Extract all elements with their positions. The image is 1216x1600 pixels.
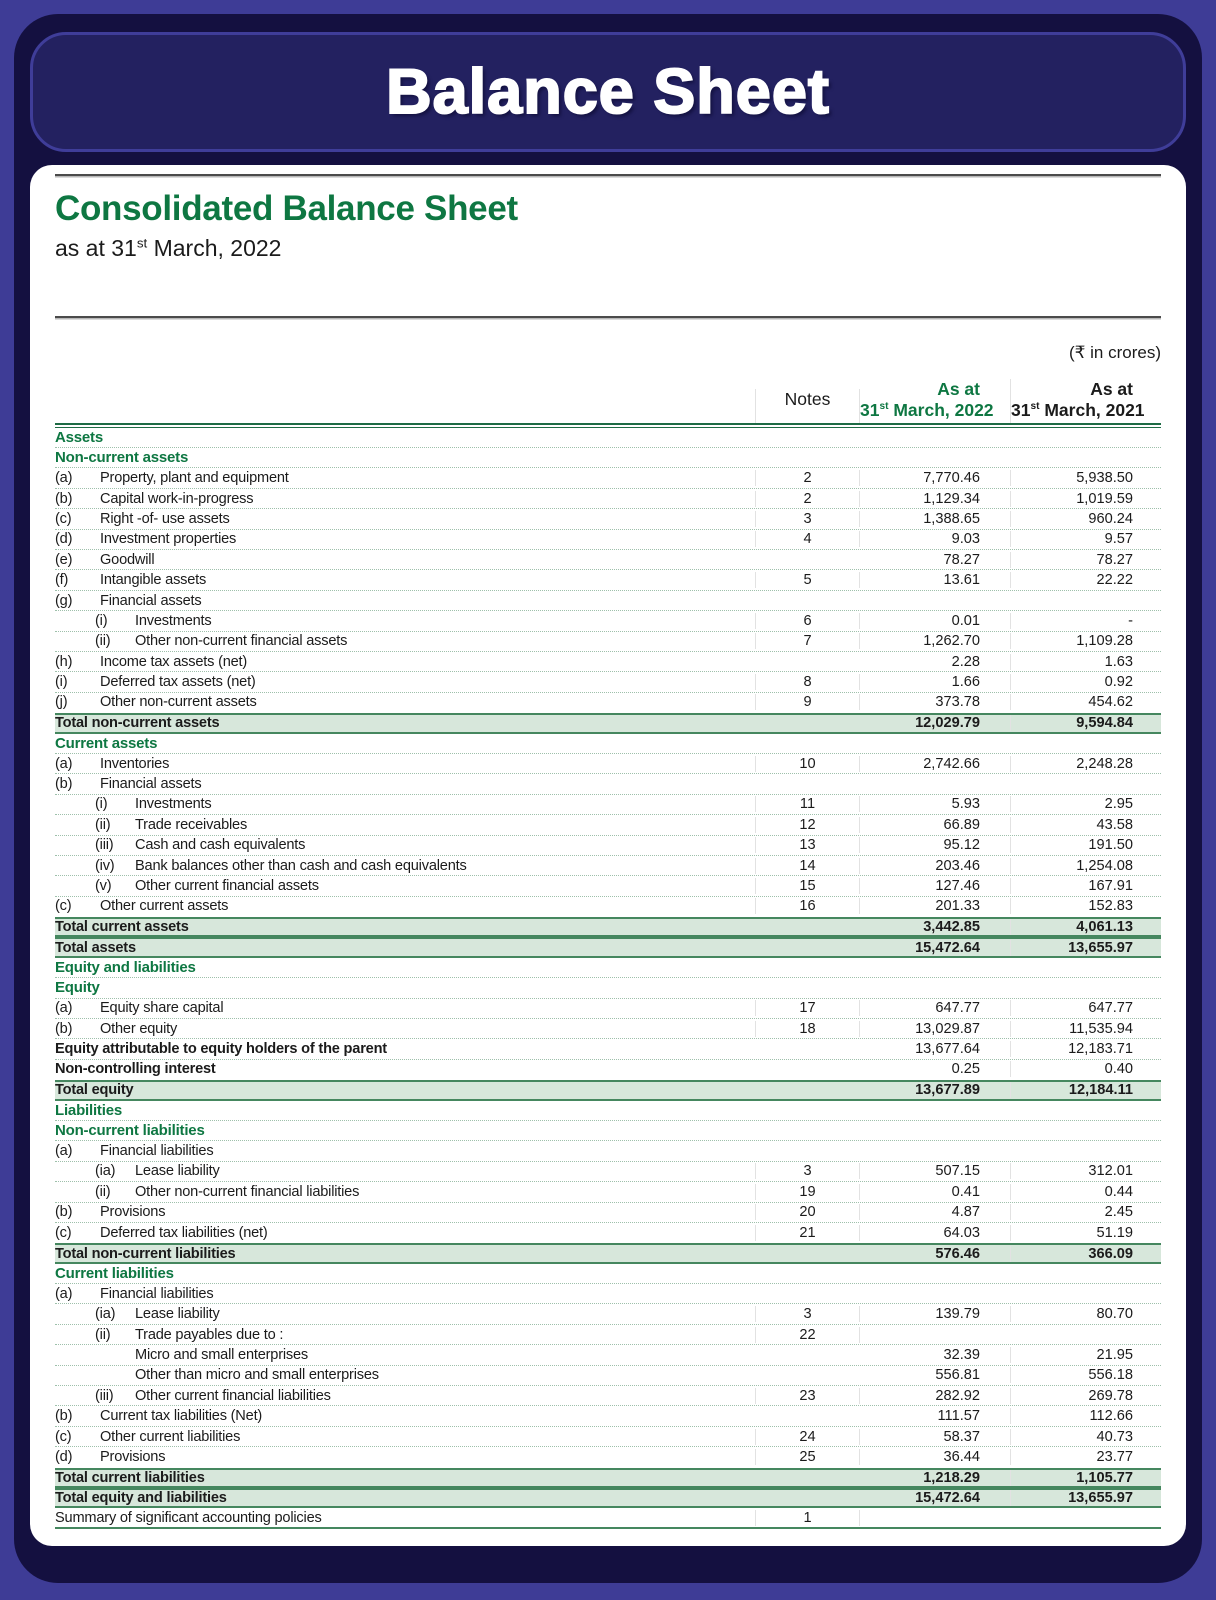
row-value-2022: 15,472.64 [915,939,980,956]
row-note: 9 [755,694,860,710]
section-row [55,1264,1161,1284]
row-label: Right -of- use assets [100,510,230,527]
row-value-2021: 9,594.84 [1010,715,1161,731]
row-marker: (a) [55,470,73,487]
row-note: 3 [755,1306,860,1322]
table-rows [55,428,1161,1529]
row-marker: (b) [55,1204,73,1221]
row-label: Bank balances other than cash and cash equivalents [135,857,467,874]
row-label: Total current liabilities [55,1469,205,1486]
row-note: 18 [755,1021,860,1037]
row-label: Property, plant and equipment [100,470,289,487]
row-label: Financial assets [100,592,202,609]
row-value-2022: 13,677.89 [915,1082,980,1099]
row-value-2021: 23.77 [1010,1449,1161,1465]
row-label: Equity [55,979,100,997]
row-value-2021: 2.45 [1010,1204,1161,1220]
row-note: 11 [755,796,860,812]
row-value-2021: 556.18 [1010,1367,1161,1383]
section-row [55,734,1161,754]
row-value-2022: 58.37 [943,1428,980,1445]
row-value-2022: 9.03 [951,531,980,548]
row-label: Capital work-in-progress [100,490,254,507]
row-value-2022: 0.41 [951,1183,980,1200]
row-label: Financial assets [100,776,202,793]
table-row [55,917,1161,937]
row-value-2022: 95.12 [943,837,980,854]
row-value-2021: 1,254.08 [1010,858,1161,874]
row-value-2021: 960.24 [1010,511,1161,527]
row-label: Financial liabilities [100,1143,214,1160]
row-value-2021: 1,019.59 [1010,491,1161,507]
row-value-2022: 2.28 [951,653,980,670]
row-value-2022: 7,770.46 [923,470,980,487]
doc-subtitle [55,235,1161,261]
table-row [55,1182,1161,1202]
table-row [55,1141,1161,1161]
table-row [55,1060,1161,1080]
row-marker: (i) [95,796,108,813]
row-value-2022: 64.03 [943,1224,980,1241]
row-value-2021: 1,109.28 [1010,633,1161,649]
row-note: 23 [755,1388,860,1404]
row-value-2021: 21.95 [1010,1347,1161,1363]
table-row [55,1304,1161,1324]
row-note: 7 [755,633,860,649]
row-value-2021: 80.70 [1010,1306,1161,1322]
row-marker: (d) [55,531,73,548]
row-label: Equity share capital [100,1000,224,1017]
row-value-2021: 11,535.94 [1010,1021,1161,1037]
row-label: Total non-current assets [55,715,220,732]
col-header-2021 [1010,379,1161,423]
table-row [55,897,1161,917]
date-label-2022: 31st March, 2022 [860,399,994,420]
units-note: (₹ in crores) [1068,342,1161,362]
section-row [55,428,1161,448]
content-card [30,165,1186,1546]
table-row [55,1223,1161,1243]
row-label: Other current assets [100,898,229,915]
as-at-label-2022: As at [937,378,980,399]
table-row [55,1508,1161,1528]
row-value-2022: 4.87 [951,1204,980,1221]
doc-title: Consolidated Balance Sheet [55,189,518,228]
row-value-2022: 12,029.79 [915,715,980,732]
table-row [55,1039,1161,1059]
row-marker: (ii) [95,633,111,650]
row-marker: (a) [55,1000,73,1017]
row-note: 25 [755,1449,860,1465]
row-note: 2 [755,470,860,486]
col-header-spacer [55,365,755,423]
row-label: Inventories [100,755,170,772]
row-marker: (iv) [95,857,115,874]
row-marker: (h) [55,653,73,670]
table-row [55,1427,1161,1447]
row-marker: (j) [55,694,68,711]
row-label: Other than micro and small enterprises [135,1367,379,1384]
row-marker: (f) [55,572,69,589]
table-row [55,509,1161,529]
row-label: Intangible assets [100,572,207,589]
row-note: 13 [755,837,860,853]
table-row [55,1080,1161,1100]
row-value-2022: 36.44 [943,1448,980,1465]
row-value-2022: 15,472.64 [915,1490,980,1507]
table-row [55,856,1161,876]
row-note: 19 [755,1184,860,1200]
row-note: 6 [755,613,860,629]
row-note: 16 [755,898,860,914]
table-row [55,591,1161,611]
section-row [55,958,1161,978]
row-label: Other non-current assets [100,694,257,711]
row-note: 2 [755,491,860,507]
row-label: Current tax liabilities (Net) [100,1408,263,1425]
row-label: Non-controlling interest [55,1061,216,1078]
table-row [55,795,1161,815]
row-value-2022: 139.79 [935,1306,980,1323]
table-row [55,1366,1161,1386]
row-value-2021: 12,183.71 [1010,1041,1161,1057]
row-value-2021: - [1010,613,1161,629]
row-marker: (a) [55,755,73,772]
row-label: Other equity [100,1020,178,1037]
row-note: 3 [755,1163,860,1179]
row-value-2021: 269.78 [1010,1388,1161,1404]
col-header-2022 [860,379,1010,423]
row-label: Other non-current financial assets [135,633,348,650]
row-label: Current liabilities [55,1264,174,1282]
row-note: 4 [755,531,860,547]
row-value-2021: 647.77 [1010,1000,1161,1016]
row-value-2022: 373.78 [935,694,980,711]
table-row [55,999,1161,1019]
row-value-2022: 5.93 [951,796,980,813]
row-marker: (i) [55,674,68,691]
row-value-2022: 111.57 [937,1408,980,1425]
row-marker: (a) [55,1143,73,1160]
row-label: Other non-current financial liabilities [135,1183,360,1200]
row-value-2022: 1,262.70 [923,633,980,650]
row-label: Trade receivables [135,816,248,833]
row-value-2022: 1,388.65 [923,510,980,527]
row-value-2022: 201.33 [935,898,980,915]
row-label: Equity and liabilities [55,959,196,977]
row-value-2021: 2.95 [1010,796,1161,812]
table-row [55,1203,1161,1223]
row-value-2021: 78.27 [1010,552,1161,568]
row-value-2021: 1.63 [1010,654,1161,670]
row-note: 20 [755,1204,860,1220]
row-label: Other current financial liabilities [135,1387,331,1404]
row-note: 22 [755,1327,860,1343]
row-value-2022: 0.01 [951,612,980,629]
row-marker: (ia) [95,1163,116,1180]
row-note: 12 [755,817,860,833]
row-label: Income tax assets (net) [100,653,248,670]
table-row [55,1488,1161,1508]
section-row [55,448,1161,468]
table-row [55,652,1161,672]
row-label: Trade payables due to : [135,1326,284,1343]
row-value-2022: 203.46 [935,857,980,874]
table-row [55,672,1161,692]
row-label: Investments [135,612,212,629]
row-value-2021: 112.66 [1010,1408,1161,1424]
row-value-2021: 0.92 [1010,674,1161,690]
row-marker: (v) [95,877,112,894]
row-value-2021: 454.62 [1010,694,1161,710]
row-value-2022: 576.46 [935,1245,980,1262]
row-label: Other current liabilities [100,1428,241,1445]
row-note: 8 [755,674,860,690]
row-marker: (c) [55,510,72,527]
row-value-2021: 13,655.97 [1010,1490,1161,1506]
row-marker: (b) [55,1020,73,1037]
row-marker: (ia) [95,1306,116,1323]
row-marker: (b) [55,1408,73,1425]
row-label: Cash and cash equivalents [135,837,306,854]
row-value-2022: 13.61 [943,572,980,589]
row-value-2021: 51.19 [1010,1225,1161,1241]
row-value-2022: 66.89 [943,816,980,833]
row-marker: (ii) [95,1183,111,1200]
table-row [55,1386,1161,1406]
row-label: Deferred tax assets (net) [100,674,256,691]
row-label: Summary of significant accounting policies [55,1509,322,1526]
row-value-2021: 43.58 [1010,817,1161,833]
row-value-2021: 1,105.77 [1010,1470,1161,1486]
table-row [55,611,1161,631]
row-value-2022: 507.15 [935,1163,980,1180]
row-value-2021: 312.01 [1010,1163,1161,1179]
row-marker: (iii) [95,1387,114,1404]
row-value-2021: 5,938.50 [1010,470,1161,486]
row-value-2021: 152.83 [1010,898,1161,914]
row-label: Total equity and liabilities [55,1490,227,1507]
row-label: Investment properties [100,531,237,548]
row-value-2022: 2,742.66 [923,755,980,772]
section-row [55,1101,1161,1121]
table-row [55,1406,1161,1426]
row-value-2022: 127.46 [935,877,980,894]
row-value-2022: 556.81 [935,1367,980,1384]
row-label: Total equity [55,1082,134,1099]
row-label: Current assets [55,734,158,752]
table-row [55,550,1161,570]
row-note: 24 [755,1429,860,1445]
table-row [55,836,1161,856]
row-value-2022: 13,677.64 [915,1041,980,1058]
row-value-2021: 0.44 [1010,1184,1161,1200]
row-label: Provisions [100,1448,166,1465]
row-marker: (a) [55,1285,73,1302]
table-row [55,468,1161,488]
date-label-2021: 31st March, 2021 [1011,399,1145,420]
col-header-notes: Notes [755,389,860,423]
row-label: Non-current liabilities [55,1122,205,1140]
table-row [55,774,1161,794]
table-row [55,815,1161,835]
row-label: Other current financial assets [135,877,319,894]
row-note: 3 [755,511,860,527]
row-value-2021: 191.50 [1010,837,1161,853]
row-marker: (i) [95,612,108,629]
row-marker: (c) [55,1428,72,1445]
table-row [55,570,1161,590]
row-value-2021: 366.09 [1010,1246,1161,1262]
row-note: 1 [755,1510,860,1526]
row-label: Total non-current liabilities [55,1245,236,1262]
top-rule [55,174,1161,176]
table-row [55,1325,1161,1345]
page-frame [14,14,1202,1583]
as-at-label-2021: As at [1090,378,1133,399]
row-value-2022: 78.27 [943,551,980,568]
table-row [55,489,1161,509]
doc-subtitle-text: as at 31 [55,235,137,262]
row-note: 14 [755,858,860,874]
row-value-2021: 12,184.11 [1010,1082,1161,1098]
row-value-2021: 4,061.13 [1010,919,1161,935]
row-value-2022: 32.39 [943,1346,980,1363]
row-value-2022: 13,029.87 [915,1020,980,1037]
row-marker: (iii) [95,837,114,854]
row-value-2021: 0.40 [1010,1061,1161,1077]
table-row [55,1162,1161,1182]
row-label: Total current assets [55,919,189,936]
header-panel [30,32,1186,152]
row-marker: (b) [55,490,73,507]
row-label: Non-current assets [55,449,189,467]
table-row [55,876,1161,896]
doc-subtitle-sup: st [136,235,148,251]
row-value-2022: 1,129.34 [923,490,980,507]
table-row [55,1243,1161,1263]
row-marker: (b) [55,776,73,793]
row-value-2022: 1,218.29 [923,1469,980,1486]
table-row [55,1447,1161,1467]
row-marker: (g) [55,592,73,609]
row-value-2021: 2,248.28 [1010,756,1161,772]
row-label: Total assets [55,939,136,956]
row-marker: (e) [55,551,73,568]
row-label: Lease liability [135,1163,220,1180]
row-value-2022: 647.77 [935,1000,980,1017]
row-label: Equity attributable to equity holders of the parent [55,1041,387,1058]
table-row [55,1468,1161,1488]
table-row [55,754,1161,774]
row-label: Provisions [100,1204,166,1221]
row-label: Investments [135,796,212,813]
row-label: Financial liabilities [100,1285,214,1302]
table-row [55,632,1161,652]
row-value-2021: 22.22 [1010,572,1161,588]
row-label: Liabilities [55,1101,122,1119]
table-row [55,1284,1161,1304]
row-note: 17 [755,1000,860,1016]
row-label: Assets [55,428,103,446]
row-note: 21 [755,1225,860,1241]
column-headers [55,365,1161,423]
row-label: Lease liability [135,1306,220,1323]
table-row [55,693,1161,713]
section-row [55,978,1161,998]
row-value-2022: 3,442.85 [923,919,980,936]
row-value-2021: 9.57 [1010,531,1161,547]
row-marker: (ii) [95,816,111,833]
row-marker: (ii) [95,1326,111,1343]
table-row [55,1019,1161,1039]
table-row [55,1345,1161,1365]
table-row [55,530,1161,550]
doc-subtitle-rest: March, 2022 [147,235,282,262]
row-label: Micro and small enterprises [135,1346,309,1363]
row-marker: (c) [55,1224,72,1241]
row-marker: (d) [55,1448,73,1465]
row-value-2022: 1.66 [951,674,980,691]
page-title: Balance Sheet [386,57,830,127]
table-row [55,713,1161,733]
row-note: 5 [755,572,860,588]
row-label: Goodwill [100,551,155,568]
row-value-2021: 167.91 [1010,878,1161,894]
row-note: 15 [755,878,860,894]
table-row [55,937,1161,957]
mid-rule [55,316,1161,318]
row-value-2021: 13,655.97 [1010,940,1161,956]
row-value-2021: 40.73 [1010,1429,1161,1445]
row-marker: (c) [55,898,72,915]
row-label: Deferred tax liabilities (net) [100,1224,268,1241]
row-value-2022: 0.25 [951,1061,980,1078]
section-row [55,1121,1161,1141]
row-value-2022: 282.92 [935,1387,980,1404]
row-note: 10 [755,756,860,772]
